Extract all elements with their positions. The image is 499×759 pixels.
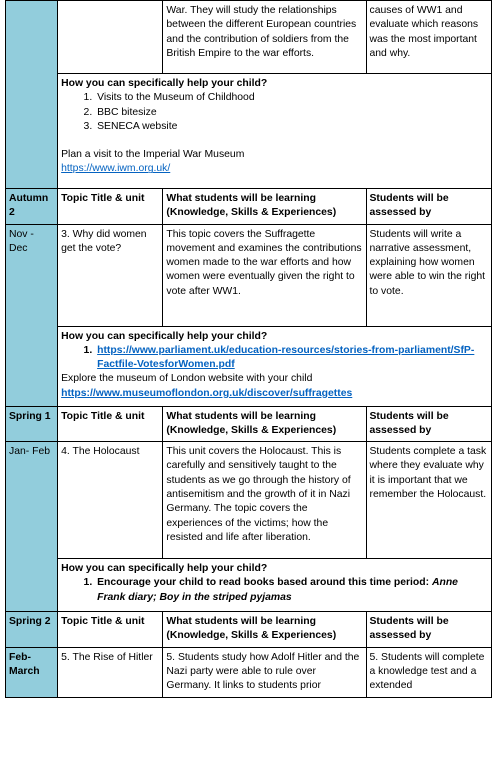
help-heading: How you can specifically help your child? xyxy=(61,330,268,342)
learning-cell: War. They will study the relationships between the different European countries and the contribution of soldiers from the British Empire to the war efforts. xyxy=(163,1,366,74)
learning-header: What students will be learning (Knowledge, Skills & Experiences) xyxy=(163,612,366,648)
parliament-link[interactable]: https://www.parliament.uk/education-resources/stories-from-parliament/SfP-Factfile-VotesforWomen.pdf xyxy=(97,344,475,371)
assessed-header: Students will be assessed by xyxy=(366,189,492,225)
table-row-spring2-header xyxy=(6,612,492,648)
list-item: 1. Visits to the Museum of Childhood xyxy=(95,91,488,105)
table-row-spring2-content xyxy=(6,647,492,697)
period-label: Nov - Dec xyxy=(6,224,58,406)
help-heading: How you can specifically help your child? xyxy=(61,78,268,89)
help-cell-1 xyxy=(58,74,492,189)
assessed-header: Students will be assessed by xyxy=(366,406,492,442)
assessed-cell: causes of WW1 and evaluate which reasons was the most important and why. xyxy=(366,1,492,74)
learning-cell: 5. Students study how Adolf Hitler and the Nazi party were able to rule over Germany. It links to students prior xyxy=(163,647,366,697)
period-label: Feb-March xyxy=(6,647,58,697)
explore-text: Explore the museum of London website with your child xyxy=(61,373,313,385)
learning-cell: This unit covers the Holocaust. This is carefully and sensitively taught to the students as we go through the history of antisemitism and the growth of it in Nazi Germany. The topic covers the experiences of the victims; how the resisted and life after liberation. xyxy=(163,442,366,559)
help-cell-3 xyxy=(58,559,492,612)
list-item xyxy=(95,344,488,373)
learning-cell: This topic covers the Suffragette movement and examines the contributions women made to the war efforts and how women were eventually given the right to vote after WW1. xyxy=(163,224,366,326)
table-row-spring1-header xyxy=(6,406,492,442)
table-row-spring1-content xyxy=(6,442,492,559)
museum-of-london-link[interactable]: https://www.museumoflondon.org.uk/discover/suffragettes xyxy=(61,387,353,399)
assessed-cell: Students will write a narrative assessment, explaining how women were able to win the right to vote. xyxy=(366,224,492,326)
term-cell-blank xyxy=(6,1,58,189)
list-item: 3. SENECA website xyxy=(95,120,488,134)
topic-header: Topic Title & unit xyxy=(58,189,163,225)
topic-header: Topic Title & unit xyxy=(58,612,163,648)
help-list xyxy=(61,576,488,605)
topic-cell-blank xyxy=(58,1,163,74)
learning-header: What students will be learning (Knowledge, Skills & Experiences) xyxy=(163,189,366,225)
help-heading: How you can specifically help your child? xyxy=(61,563,268,575)
period-label: Jan- Feb xyxy=(6,442,58,612)
list-item xyxy=(95,576,488,605)
table-row-top-continuation xyxy=(6,1,492,74)
table-row-autumn2-header xyxy=(6,189,492,225)
help-row-2 xyxy=(6,326,492,406)
table-row-autumn2-content xyxy=(6,224,492,326)
help-cell-2 xyxy=(58,326,492,406)
reading-suggestion: Encourage your child to read books based around this time period: xyxy=(97,577,432,589)
topic-cell: 3. Why did women get the vote? xyxy=(58,224,163,326)
term-label: Autumn 2 xyxy=(6,189,58,225)
term-label: Spring 2 xyxy=(6,612,58,648)
topic-cell: 5. The Rise of Hitler xyxy=(58,647,163,697)
list-item: 2. BBC bitesize xyxy=(95,106,488,120)
book-titles: Anne Frank diary; Boy in the striped pyjamas xyxy=(97,577,458,603)
curriculum-page xyxy=(5,0,492,698)
assessed-cell: 5. Students will complete a knowledge test and a extended xyxy=(366,647,492,697)
learning-header: What students will be learning (Knowledge, Skills & Experiences) xyxy=(163,406,366,442)
plan-visit-text: Plan a visit to the Imperial War Museum xyxy=(61,149,245,161)
iwm-link[interactable]: https://www.iwm.org.uk/ xyxy=(61,163,171,175)
curriculum-table xyxy=(5,0,492,698)
assessed-cell: Students complete a task where they evaluate why it is important that we remember the Holocaust. xyxy=(366,442,492,559)
help-list xyxy=(61,91,488,134)
help-list xyxy=(61,344,488,373)
topic-cell: 4. The Holocaust xyxy=(58,442,163,559)
assessed-header: Students will be assessed by xyxy=(366,612,492,648)
term-label: Spring 1 xyxy=(6,406,58,442)
help-row-3 xyxy=(6,559,492,612)
help-row-1 xyxy=(6,74,492,189)
topic-header: Topic Title & unit xyxy=(58,406,163,442)
